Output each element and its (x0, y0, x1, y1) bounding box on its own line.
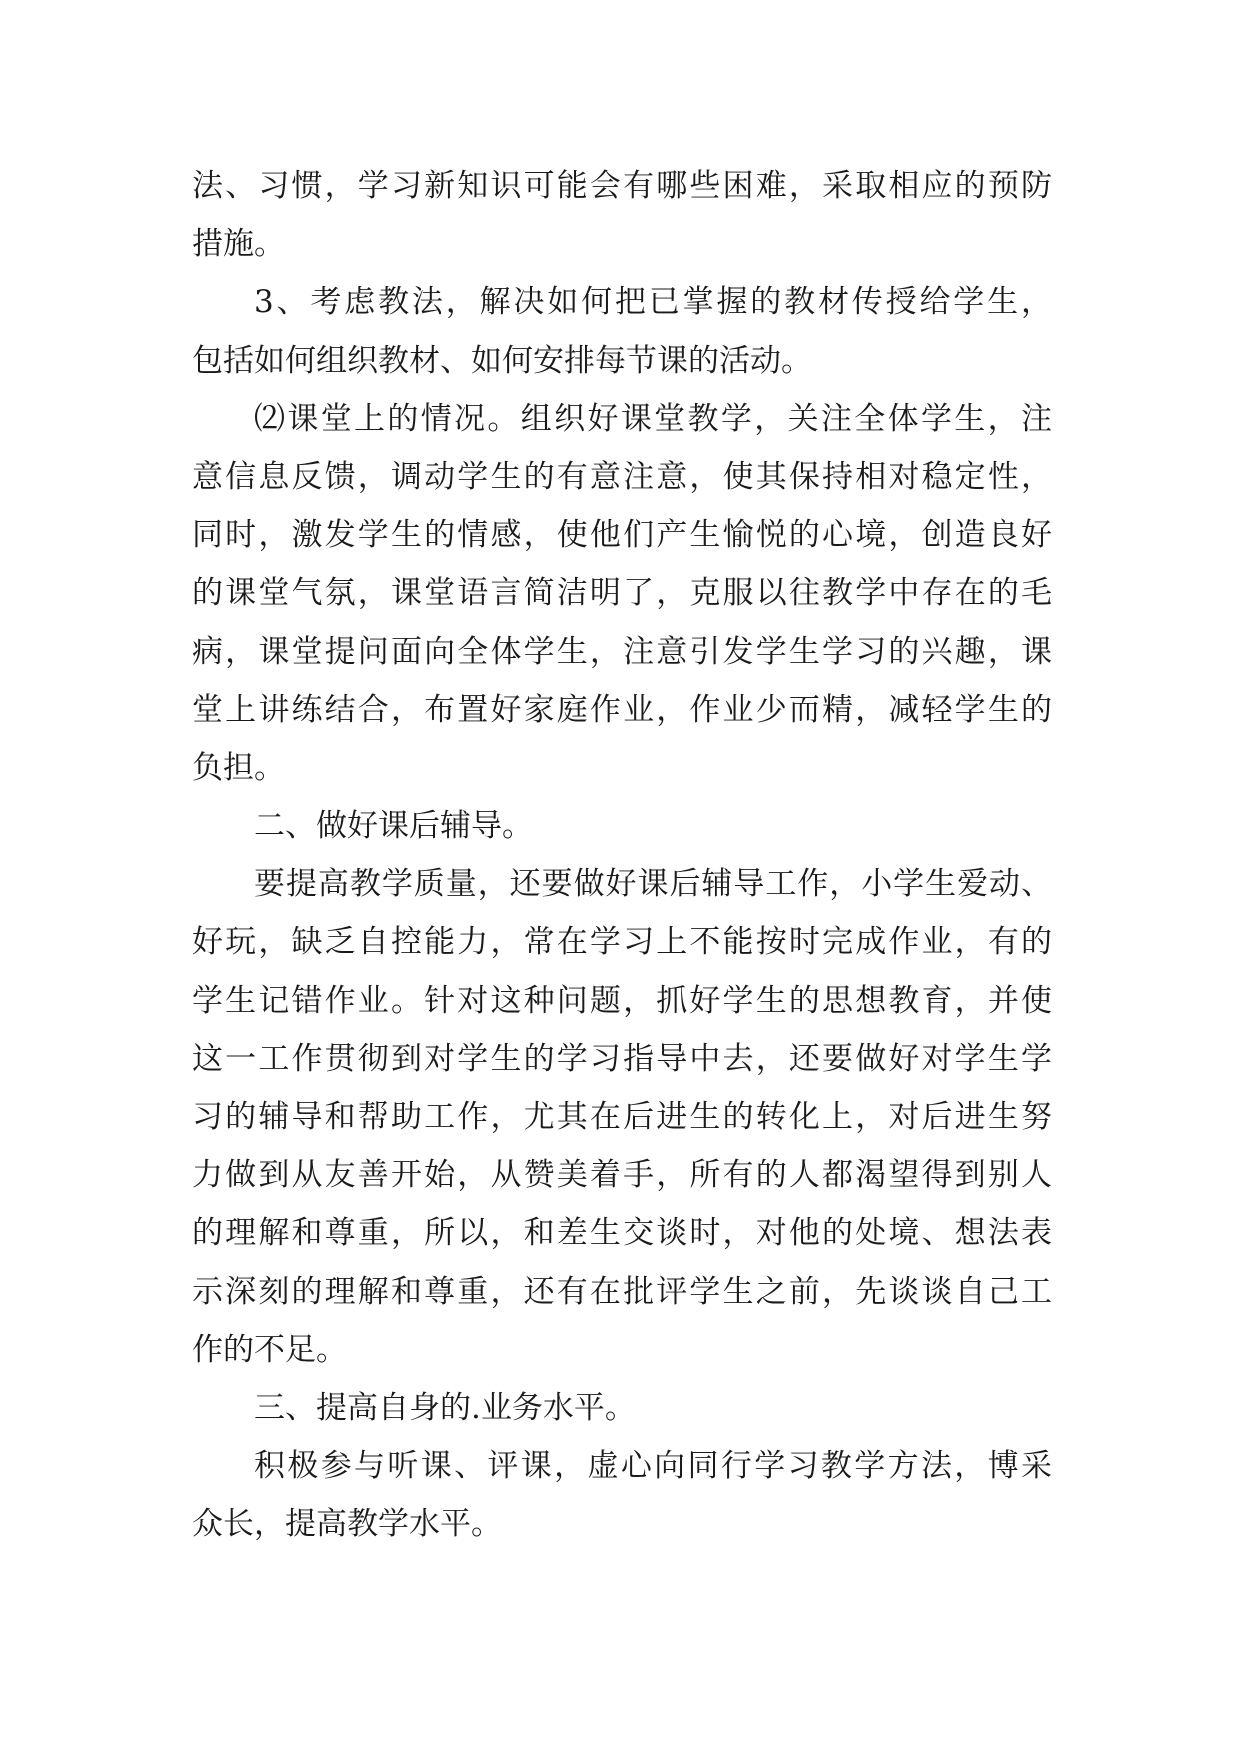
text-line: 堂上讲练结合，布置好家庭作业，作业少而精，减轻学生的 (192, 691, 1052, 728)
text-line: 积极参与听课、评课，虚心向同行学习教学方法，博采 (254, 1448, 1052, 1485)
text-line: 同时，激发学生的情感，使他们产生愉悦的心境，创造良好 (192, 517, 1052, 554)
body-text (192, 157, 1052, 1554)
text-line: 的课堂气氛，课堂语言简洁明了，克服以往教学中存在的毛 (192, 575, 1052, 612)
section-heading: 三、提高自身的.业务水平。 (254, 1389, 636, 1426)
text-line: 意信息反馈，调动学生的有意注意，使其保持相对稳定性， (192, 458, 1052, 495)
text-line: 法、习惯，学习新知识可能会有哪些困难，采取相应的预防 (192, 168, 1052, 204)
text-line: 的理解和尊重，所以，和差生交谈时，对他的处境、想法表 (192, 1215, 1052, 1252)
text-line: 作的不足。 (192, 1331, 347, 1368)
text-line: 3、考虑教法，解决如何把已掌握的教材传授给学生， (254, 284, 1052, 321)
text-line: 这一工作贯彻到对学生的学习指导中去，还要做好对学生学 (192, 1040, 1052, 1077)
text-line: 众长，提高教学水平。 (192, 1506, 502, 1543)
text-line: 力做到从友善开始，从赞美着手，所有的人都渴望得到别人 (192, 1157, 1052, 1194)
text-line: ⑵课堂上的情况。组织好课堂教学，关注全体学生，注 (254, 400, 1052, 437)
text-line: 示深刻的理解和尊重，还有在批评学生之前，先谈谈自己工 (192, 1273, 1052, 1310)
text-line: 负担。 (192, 749, 285, 786)
text-line: 要提高教学质量，还要做好课后辅导工作，小学生爱动、 (254, 866, 1052, 903)
text-line: 包括如何组织教材、如何安排每节课的活动。 (192, 342, 812, 379)
text-line: 病，课堂提问面向全体学生，注意引发学生学习的兴趣，课 (192, 633, 1052, 670)
text-line: 学生记错作业。针对这种问题，抓好学生的思想教育，并使 (192, 982, 1052, 1019)
section-heading: 二、做好课后辅导。 (254, 808, 533, 845)
text-line: 习的辅导和帮助工作，尤其在后进生的转化上，对后进生努 (192, 1099, 1052, 1135)
text-line: 措施。 (192, 226, 285, 263)
text-line: 好玩，缺乏自控能力，常在学习上不能按时完成作业，有的 (192, 924, 1052, 961)
